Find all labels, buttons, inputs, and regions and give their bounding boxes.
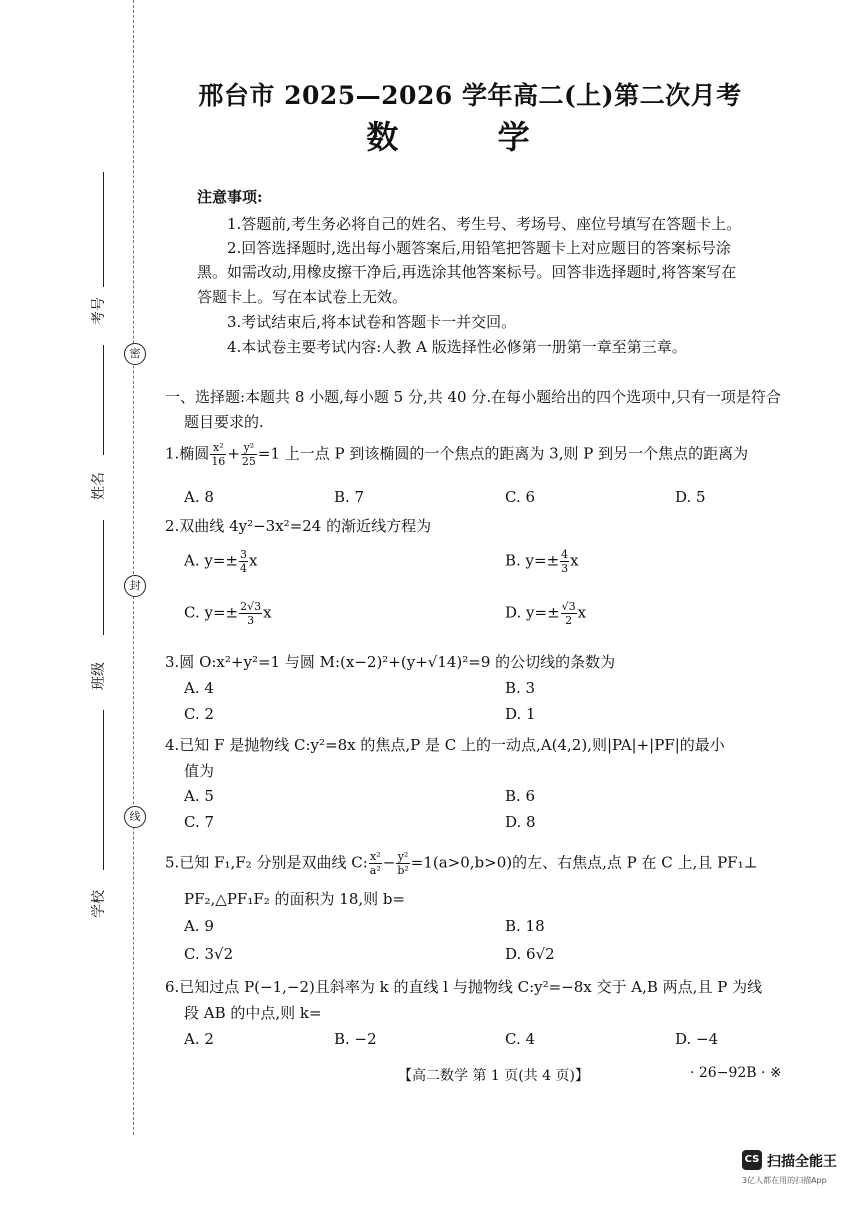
q6-option-b: B. −2 (334, 1030, 377, 1048)
question-4-stem: 4.已知 F 是抛物线 C:y²=8x 的焦点,P 是 C 上的一动点,A(4,2),则|PA|+|PF|的最小 (165, 736, 725, 754)
section-heading: 一、选择题:本题共 8 小题,每小题 5 分,共 40 分.在每小题给出的四个选项中,只有一项是符合 (165, 388, 781, 406)
seal-feng: 封 (124, 575, 146, 597)
name-label: 姓名 (91, 472, 107, 500)
q2-option-a: A. y=± $\frac{3}{4}$ x (184, 548, 258, 575)
q4-option-d: D. 8 (505, 813, 536, 831)
notice-heading: 注意事项: (197, 188, 263, 206)
notice-item-2-cont2: 答题卡上。写在本试卷上无效。 (197, 288, 408, 306)
camscanner-tagline: 3亿人都在用的扫描App (742, 1176, 827, 1185)
seal-mi: 密 (124, 343, 146, 365)
q5-option-c: C. 3√2 (184, 945, 234, 963)
q2-option-c: C. y=± $\frac{2√3}{3}$ x (184, 600, 272, 627)
exam-number-line (103, 172, 104, 287)
q6-option-c: C. 4 (505, 1030, 536, 1048)
question-4-stem-cont: 值为 (184, 762, 215, 780)
q3-option-c: C. 2 (184, 705, 215, 723)
question-6-stem: 6.已知过点 P(−1,−2)且斜率为 k 的直线 l 与抛物线 C:y²=−8x 交于 A,B 两点,且 P 为线 (165, 978, 763, 996)
q5-option-b: B. 18 (505, 917, 545, 935)
q4-option-a: A. 5 (184, 787, 214, 805)
seal-xian: 线 (124, 806, 146, 828)
name-line (103, 345, 104, 455)
q1-option-b: B. 7 (334, 488, 365, 506)
q4-option-c: C. 7 (184, 813, 215, 831)
question-3-stem: 3.圆 O:x²+y²=1 与圆 M:(x−2)²+(y+√14)²=9 的公切线的条数为 (165, 653, 616, 671)
camscanner-logo: CS (742, 1150, 762, 1170)
notice-item-4: 4.本试卷主要考试内容:人教 A 版选择性必修第一册第一章至第三章。 (227, 338, 687, 356)
question-5-stem: 5.已知 F₁,F₂ 分别是双曲线 C: $\frac{\text{x²}}{\text{a²}}$ − $\frac{\text{y²}}{\text{b²}}$ =1(a>0,b>0)的左、右焦点,点 P 在 C 上,且 PF₁⊥ (165, 850, 758, 877)
notice-item-2: 2.回答选择题时,选出每小题答案后,用铅笔把答题卡上对应题目的答案标号涂 (227, 239, 731, 257)
camscanner-name: 扫描全能王 (767, 1154, 837, 1170)
section-heading-cont: 题目要求的. (184, 413, 264, 431)
subject-title: 数 学 (366, 118, 574, 156)
question-6-stem-cont: 段 AB 的中点,则 k= (184, 1004, 322, 1022)
exam-title: 邢台市 2025—2026 学年高二(上)第二次月考 (198, 81, 742, 110)
notice-item-2-cont: 黑。如需改动,用橡皮擦干净后,再选涂其他答案标号。回答非选择题时,将答案写在 (197, 263, 737, 281)
q4-option-b: B. 6 (505, 787, 536, 805)
q2-option-b: B. y=± $\frac{4}{3}$ x (505, 548, 579, 575)
q3-option-d: D. 1 (505, 705, 536, 723)
paper-code: · 26−92B · ※ (690, 1065, 782, 1081)
question-1-stem: 1.椭圆 $\frac{\text{x²}}{16}$ + $\frac{\text{y²}}{25}$ =1 上一点 P 到该椭圆的一个焦点的距离为 3,则 P 到另一个焦点的距离为 (165, 441, 749, 468)
q5-option-d: D. 6√2 (505, 945, 555, 963)
q6-option-d: D. −4 (675, 1030, 719, 1048)
binding-dashed-line (133, 0, 134, 1135)
class-label: 班级 (91, 662, 107, 690)
school-label: 学校 (91, 890, 107, 918)
notice-item-1: 1.答题前,考生务必将自己的姓名、考生号、考场号、座位号填写在答题卡上。 (227, 215, 742, 233)
q3-option-a: A. 4 (184, 679, 214, 697)
q3-option-b: B. 3 (505, 679, 536, 697)
page-footer: 【高二数学 第 1 页(共 4 页)】 (398, 1068, 589, 1084)
exam-number-label: 考号 (91, 297, 107, 325)
question-5-stem-cont: PF₂,△PF₁F₂ 的面积为 18,则 b= (184, 890, 406, 908)
question-2-stem: 2.双曲线 4y²−3x²=24 的渐近线方程为 (165, 517, 432, 535)
q6-option-a: A. 2 (184, 1030, 214, 1048)
notice-item-3: 3.考试结束后,将本试卷和答题卡一并交回。 (227, 313, 517, 331)
q2-option-d: D. y=± $\frac{√3}{2}$ x (505, 600, 587, 627)
q1-option-a: A. 8 (184, 488, 214, 506)
q1-option-d: D. 5 (675, 488, 706, 506)
q1-option-c: C. 6 (505, 488, 536, 506)
class-line (103, 520, 104, 635)
q5-option-a: A. 9 (184, 917, 214, 935)
school-line (103, 710, 104, 870)
